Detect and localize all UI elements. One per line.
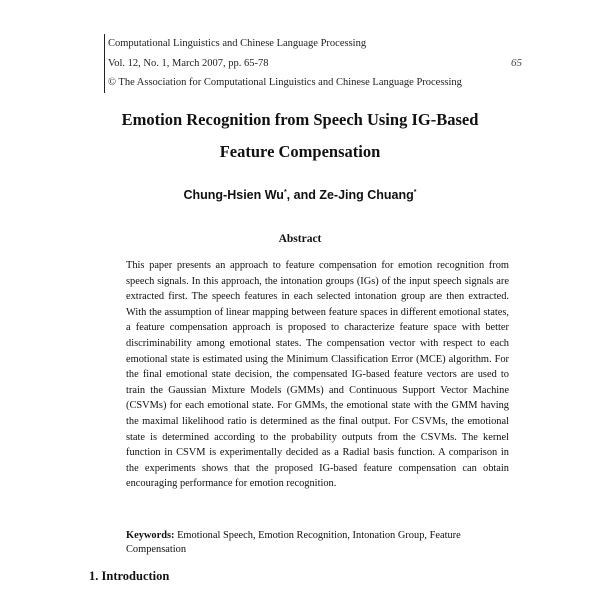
author-name: Ze-Jing Chuang <box>319 188 414 202</box>
keywords-text: Emotional Speech, Emotion Recognition, Intonation Group, Feature Compensation <box>126 530 461 555</box>
keywords <box>126 529 509 557</box>
paper-title <box>60 104 540 168</box>
abstract-text: This paper presents an approach to feature compensation for emotion recognition from speech signals. In this approach, the intonation groups (IGs) of the input speech signals are extracted first. The speech features in each selected intonation group are then extracted. With the assumption of linear mapping between feature spaces in different emotional states, a feature compensation approach is proposed to characterize feature space with better discriminability among emotional states. The compensation vector with respect to each emotional state is estimated using the Minimum Classification Error (MCE) algorithm. For the final emotional state decision, the compensated IG-based feature vectors are used to train the Gaussian Mixture Models (GMMs) and Continuous Support Vector Machine (CSVMs) for each emotional state. For GMMs, the emotional state with the GMM having the maximal likelihood ratio is determined as the final output. For CSVMs, the emotional state is determined according to the probability outputs from the CSVMs. The kernel function in CSVM is experimentally decided as a Radial basis function. A comparison in the experiments shows that the proposed IG-based feature compensation can obtain encouraging performance for emotion recognition. <box>126 260 509 490</box>
journal-header <box>104 34 522 93</box>
page-number: 65 <box>511 56 522 69</box>
journal-name: Computational Linguistics and Chinese Language Processing <box>108 38 367 49</box>
author-name: Chung-Hsien Wu <box>183 188 284 202</box>
volume-info: Vol. 12, No. 1, March 2007, pp. 65-78 <box>108 57 269 69</box>
copyright-notice: © The Association for Computational Linguistics and Chinese Language Processing <box>108 77 462 88</box>
keywords-label: Keywords: <box>126 530 175 541</box>
author-list <box>60 188 540 202</box>
section-heading-introduction: 1. Introduction <box>89 569 170 583</box>
volume-info-line <box>108 54 522 74</box>
title-line-1: Emotion Recognition from Speech Using IG-Based <box>121 110 479 129</box>
author-separator: , and <box>286 188 320 202</box>
title-line-2: Feature Compensation <box>219 142 381 161</box>
author-affiliation-mark: * <box>413 188 417 196</box>
author-affiliation-mark: * <box>283 188 287 196</box>
abstract-heading: Abstract <box>278 233 322 245</box>
